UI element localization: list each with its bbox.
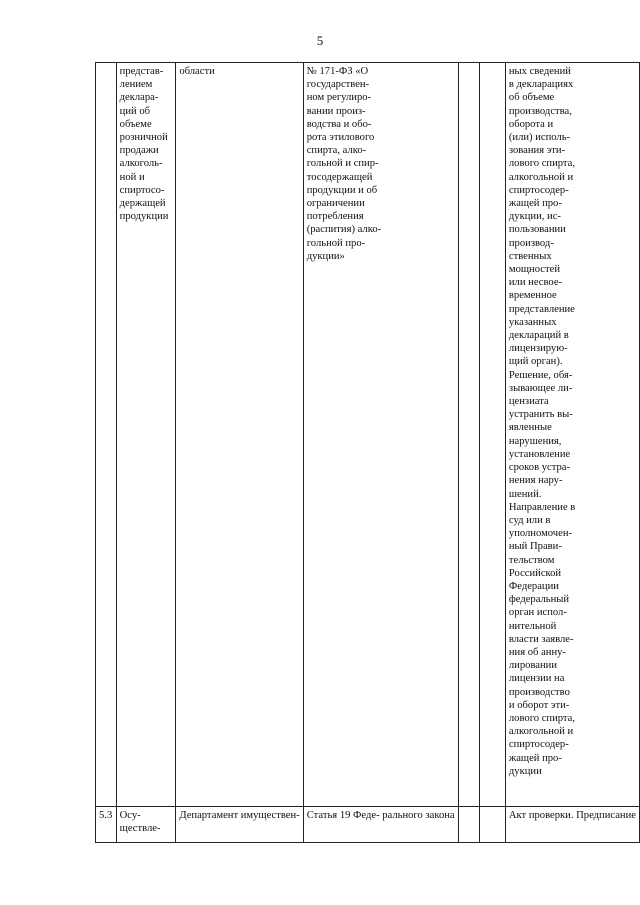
result-cell: Акт проверки. Предписание [505,807,639,843]
document-table [95,62,640,843]
row-number-cell: 5.3 [96,807,117,843]
organization-cell: Департамент имуществен- [176,807,303,843]
empty-cell [479,807,505,843]
page-number: 5 [316,33,324,48]
legal-basis-cell: № 171-ФЗ «О государствен- ном регулиро- вании произ- водства и обо- рота этилового спирта, алко- гольной и спир- тосодержащей продукции и об ограничении потребления (распития) алко- гольной про- дукции» [303,63,458,807]
legal-basis-cell: Статья 19 Феде- рального закона [303,807,458,843]
table-row [96,63,640,807]
empty-cell [479,63,505,807]
result-cell: ных сведений в декларациях об объеме производства, оборота и (или) исполь- зования эти- лового спирта, алкогольной и спиртосодер- жащей про- дукции, ис- пользовании производ- ственных мощностей или несвое- временное представление указанных деклараций в лицензирую- щий орган). Решение, обя- зывающее ли- цензиата устранить вы- явленные нарушения, установление сроков устра- нения нару- шений. Направление в суд или в уполномочен- ный Прави- тельством Российской Федерации федеральный орган испол- нительной власти заявле- ния об анну- лировании лицензии на производство и оборот эти- лового спирта, алкогольной и спиртосодер- жащей про- дукции [505,63,639,807]
table-row [96,807,640,843]
organization-cell: области [176,63,303,807]
control-name-cell: представ- лением деклара- ций об объеме розничной продажи алкоголь- ной и спиртосо- держащей продукции [116,63,176,807]
empty-cell [458,63,479,807]
empty-cell [458,807,479,843]
row-number-cell [96,63,117,807]
control-name-cell: Осу- ществле- [116,807,176,843]
